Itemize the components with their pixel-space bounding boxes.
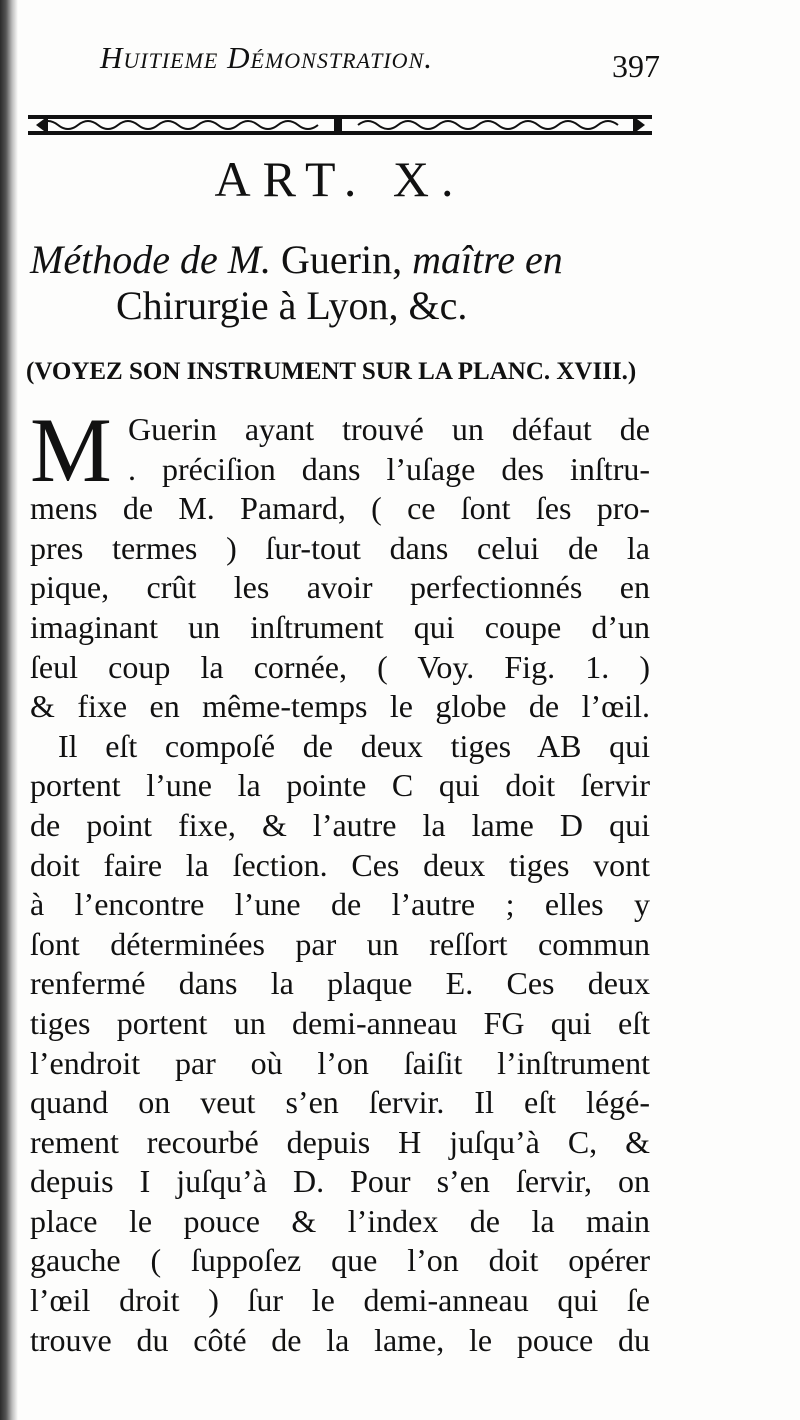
text-line: & fixe en même-temps le globe de l’œil. — [30, 688, 650, 725]
subtitle-author: Guerin, — [271, 237, 403, 282]
text-line: ſont déterminées par un reſſort commun — [30, 925, 650, 962]
text-line: à l’encontre l’une de l’autre ; elles y — [30, 886, 650, 923]
text-line: . préciſion dans l’uſage des inſtru- — [128, 450, 650, 487]
text-line: doit faire la ſection. Ces deux tiges vont — [30, 846, 650, 883]
text-line: pres termes ) ſur-tout dans celui de la — [30, 529, 650, 566]
page-gutter-shadow — [0, 0, 18, 1420]
ornamental-rule — [28, 112, 652, 138]
drop-cap: M — [30, 399, 112, 501]
text-line: Il eſt compoſé de deux tiges AB qui — [58, 727, 650, 764]
article-subtitle-line-2: Chirurgie à Lyon, &c. — [116, 283, 468, 328]
article-subtitle-line-1 — [30, 236, 670, 283]
page-number: 397 — [612, 48, 660, 84]
body-text — [30, 399, 650, 1360]
text-line: renfermé dans la plaque E. Ces deux — [30, 965, 650, 1002]
text-line: mens de M. Pamard, ( ce ſont ſes pro- — [30, 490, 650, 527]
text-line: de point fixe, & l’autre la lame D qui — [30, 806, 650, 843]
text-line: l’œil droit ) ſur le demi-anneau qui ſe — [30, 1282, 650, 1319]
subtitle-italic-b: maître en — [402, 237, 563, 282]
text-line: quand on veut s’en ſervir. Il eſt légé- — [30, 1084, 650, 1121]
text-line: ſeul coup la cornée, ( Voy. Fig. 1. ) — [30, 648, 650, 685]
article-title: ART. X. — [214, 151, 466, 207]
running-head: Huitieme Démonstration. — [100, 40, 433, 75]
text-line: imaginant un inſtrument qui coupe d’un — [30, 608, 650, 645]
text-line: tiges portent un demi-anneau FG qui eſt — [30, 1004, 650, 1041]
text-line: trouve du côté de la lame, le pouce du — [30, 1321, 650, 1358]
text-line: Guerin ayant trouvé un défaut de — [128, 411, 650, 447]
text-line: gauche ( ſuppoſez que l’on doit opérer — [30, 1242, 650, 1279]
text-line: rement recourbé depuis H juſqu’à C, & — [30, 1123, 650, 1160]
text-line: depuis I juſqu’à D. Pour s’en ſervir, on — [30, 1163, 650, 1200]
text-line: place le pouce & l’index de la main — [30, 1202, 650, 1239]
subtitle-italic-a: Méthode de M. — [30, 237, 272, 282]
text-line: l’endroit par où l’on ſaiſit l’inſtrument — [30, 1044, 650, 1081]
page-header — [100, 40, 660, 90]
plate-reference-note: (VOYEZ SON INSTRUMENT SUR LA PLANC. XVIII.) — [26, 358, 637, 385]
text-line: portent l’une la pointe C qui doit ſervir — [30, 767, 650, 804]
text-line: pique, crût les avoir perfectionnés en — [30, 569, 650, 606]
